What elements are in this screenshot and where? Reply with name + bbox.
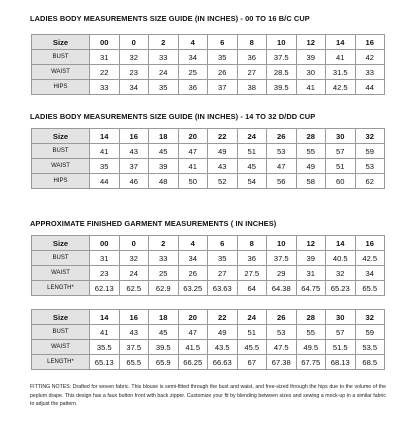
size-label: Size bbox=[32, 129, 90, 144]
measurement-value: 66.25 bbox=[178, 355, 208, 370]
measurement-value: 32 bbox=[119, 251, 149, 266]
size-value: 10 bbox=[267, 35, 297, 50]
measurement-value: 51.5 bbox=[326, 340, 356, 355]
measurement-value: 25 bbox=[178, 65, 208, 80]
measurement-value: 39 bbox=[149, 159, 179, 174]
measurement-value: 38 bbox=[237, 80, 267, 95]
measurement-value: 47.5 bbox=[267, 340, 297, 355]
table-header-row bbox=[32, 35, 385, 50]
measurement-value: 41 bbox=[326, 50, 356, 65]
measurement-label: BUST bbox=[32, 144, 90, 159]
measurement-value: 33 bbox=[90, 80, 120, 95]
size-label: Size bbox=[32, 35, 90, 50]
measurement-value: 37.5 bbox=[267, 50, 297, 65]
size-value: 30 bbox=[326, 310, 356, 325]
measurement-value: 52 bbox=[208, 174, 238, 189]
measurement-value: 57 bbox=[326, 144, 356, 159]
table-header-row bbox=[32, 236, 385, 251]
measurement-value: 34 bbox=[119, 80, 149, 95]
measurement-value: 41 bbox=[90, 144, 120, 159]
table-row bbox=[32, 325, 385, 340]
measurement-value: 39.5 bbox=[267, 80, 297, 95]
measurement-label: WAIST bbox=[32, 65, 90, 80]
measurement-value: 59 bbox=[355, 325, 385, 340]
measurement-value: 36 bbox=[237, 251, 267, 266]
measurement-label: WAIST bbox=[32, 159, 90, 174]
size-value: 32 bbox=[355, 129, 385, 144]
measurement-value: 35 bbox=[208, 50, 238, 65]
measurement-label: LENGTH* bbox=[32, 355, 90, 370]
measurement-label: LENGTH* bbox=[32, 281, 90, 296]
measurement-value: 22 bbox=[90, 65, 120, 80]
measurement-value: 47 bbox=[178, 144, 208, 159]
size-value: 8 bbox=[237, 236, 267, 251]
size-value: 22 bbox=[208, 129, 238, 144]
measurement-label: HIPS bbox=[32, 80, 90, 95]
measurement-value: 64 bbox=[237, 281, 267, 296]
measurement-value: 67 bbox=[237, 355, 267, 370]
measurement-value: 33 bbox=[149, 50, 179, 65]
garment-table-2 bbox=[31, 309, 385, 370]
measurement-value: 31 bbox=[90, 50, 120, 65]
measurement-value: 62.9 bbox=[149, 281, 179, 296]
measurement-value: 67.38 bbox=[267, 355, 297, 370]
measurement-value: 45 bbox=[149, 325, 179, 340]
measurement-value: 34 bbox=[178, 50, 208, 65]
size-value: 16 bbox=[119, 129, 149, 144]
measurement-value: 65.13 bbox=[90, 355, 120, 370]
measurement-value: 46 bbox=[119, 174, 149, 189]
measurement-value: 51 bbox=[237, 325, 267, 340]
table-header-row bbox=[32, 129, 385, 144]
measurement-value: 49 bbox=[208, 325, 238, 340]
size-value: 12 bbox=[296, 35, 326, 50]
measurement-value: 63.63 bbox=[208, 281, 238, 296]
size-label: Size bbox=[32, 236, 90, 251]
measurement-value: 50 bbox=[178, 174, 208, 189]
measurement-value: 49.5 bbox=[296, 340, 326, 355]
measurement-value: 33 bbox=[149, 251, 179, 266]
measurement-value: 68.13 bbox=[326, 355, 356, 370]
table-row bbox=[32, 266, 385, 281]
size-value: 28 bbox=[296, 310, 326, 325]
section-title-3: APPROXIMATE FINISHED GARMENT MEASUREMENTS ( IN INCHES) bbox=[30, 219, 277, 228]
size-value: 16 bbox=[355, 236, 385, 251]
size-value: 22 bbox=[208, 310, 238, 325]
measurement-value: 49 bbox=[296, 159, 326, 174]
measurement-value: 31 bbox=[296, 266, 326, 281]
size-value: 14 bbox=[90, 129, 120, 144]
size-value: 0 bbox=[119, 236, 149, 251]
measurement-value: 26 bbox=[208, 65, 238, 80]
measurement-value: 37 bbox=[119, 159, 149, 174]
measurement-value: 59 bbox=[355, 144, 385, 159]
measurement-value: 43 bbox=[208, 159, 238, 174]
measurement-value: 53.5 bbox=[355, 340, 385, 355]
measurement-value: 53 bbox=[267, 144, 297, 159]
measurement-value: 35 bbox=[90, 159, 120, 174]
measurement-value: 47 bbox=[178, 325, 208, 340]
measurement-label: WAIST bbox=[32, 266, 90, 281]
measurement-value: 36 bbox=[237, 50, 267, 65]
fitting-notes: FITTING NOTES: Drafted for woven fabric. This blouse is semi-fitted through the bust and waist, and free-sized through the hips due to the volume of the peplum drape. This design has a faux button front with back zipper. Customize your fit by blending between sizes and sewing a mock-up in a similar fabric to adjust the pattern. bbox=[30, 384, 386, 408]
measurement-value: 39 bbox=[296, 50, 326, 65]
measurement-value: 64.75 bbox=[296, 281, 326, 296]
measurement-value: 37 bbox=[208, 80, 238, 95]
measurement-value: 55 bbox=[296, 144, 326, 159]
measurement-value: 62.5 bbox=[119, 281, 149, 296]
measurement-label: BUST bbox=[32, 325, 90, 340]
measurement-value: 37.5 bbox=[267, 251, 297, 266]
table-row bbox=[32, 281, 385, 296]
table-header-row bbox=[32, 310, 385, 325]
size-table-2 bbox=[31, 128, 385, 189]
measurement-value: 45 bbox=[149, 144, 179, 159]
measurement-value: 48 bbox=[149, 174, 179, 189]
measurement-value: 28.5 bbox=[267, 65, 297, 80]
measurement-value: 64.38 bbox=[267, 281, 297, 296]
measurement-value: 54 bbox=[237, 174, 267, 189]
table-row bbox=[32, 355, 385, 370]
measurement-value: 23 bbox=[119, 65, 149, 80]
measurement-value: 56 bbox=[267, 174, 297, 189]
size-value: 30 bbox=[326, 129, 356, 144]
measurement-value: 47 bbox=[267, 159, 297, 174]
measurement-label: BUST bbox=[32, 251, 90, 266]
measurement-value: 66.63 bbox=[208, 355, 238, 370]
measurement-label: BUST bbox=[32, 50, 90, 65]
size-value: 2 bbox=[149, 236, 179, 251]
measurement-value: 36 bbox=[178, 80, 208, 95]
measurement-value: 55 bbox=[296, 325, 326, 340]
measurement-value: 37.5 bbox=[119, 340, 149, 355]
garment-table-1 bbox=[31, 235, 385, 296]
size-value: 4 bbox=[178, 236, 208, 251]
measurement-value: 29 bbox=[267, 266, 297, 281]
size-value: 2 bbox=[149, 35, 179, 50]
table-row bbox=[32, 144, 385, 159]
size-value: 20 bbox=[178, 310, 208, 325]
measurement-value: 65.5 bbox=[355, 281, 385, 296]
measurement-value: 39 bbox=[296, 251, 326, 266]
measurement-value: 25 bbox=[149, 266, 179, 281]
measurement-value: 58 bbox=[296, 174, 326, 189]
size-value: 14 bbox=[90, 310, 120, 325]
size-value: 26 bbox=[267, 129, 297, 144]
size-value: 00 bbox=[90, 236, 120, 251]
measurement-value: 68.5 bbox=[355, 355, 385, 370]
measurement-value: 57 bbox=[326, 325, 356, 340]
table-row bbox=[32, 50, 385, 65]
measurement-value: 26 bbox=[178, 266, 208, 281]
measurement-value: 44 bbox=[355, 80, 385, 95]
measurement-value: 23 bbox=[90, 266, 120, 281]
measurement-value: 42 bbox=[355, 50, 385, 65]
measurement-value: 42.5 bbox=[355, 251, 385, 266]
measurement-value: 49 bbox=[208, 144, 238, 159]
size-value: 0 bbox=[119, 35, 149, 50]
size-value: 6 bbox=[208, 35, 238, 50]
measurement-label: HIPS bbox=[32, 174, 90, 189]
measurement-value: 31.5 bbox=[326, 65, 356, 80]
size-value: 18 bbox=[149, 129, 179, 144]
measurement-value: 32 bbox=[326, 266, 356, 281]
measurement-value: 43.5 bbox=[208, 340, 238, 355]
measurement-value: 51 bbox=[237, 144, 267, 159]
measurement-label: WAIST bbox=[32, 340, 90, 355]
measurement-value: 40.5 bbox=[326, 251, 356, 266]
measurement-value: 39.5 bbox=[149, 340, 179, 355]
measurement-value: 65.5 bbox=[119, 355, 149, 370]
measurement-value: 32 bbox=[119, 50, 149, 65]
table-row bbox=[32, 174, 385, 189]
measurement-value: 51 bbox=[326, 159, 356, 174]
size-label: Size bbox=[32, 310, 90, 325]
measurement-value: 27 bbox=[237, 65, 267, 80]
size-value: 8 bbox=[237, 35, 267, 50]
measurement-value: 41 bbox=[296, 80, 326, 95]
measurement-value: 41 bbox=[90, 325, 120, 340]
measurement-value: 44 bbox=[90, 174, 120, 189]
size-value: 14 bbox=[326, 35, 356, 50]
measurement-value: 45.5 bbox=[237, 340, 267, 355]
measurement-value: 41.5 bbox=[178, 340, 208, 355]
measurement-value: 62 bbox=[355, 174, 385, 189]
size-value: 10 bbox=[267, 236, 297, 251]
measurement-value: 42.5 bbox=[326, 80, 356, 95]
size-value: 4 bbox=[178, 35, 208, 50]
measurement-value: 53 bbox=[267, 325, 297, 340]
size-value: 6 bbox=[208, 236, 238, 251]
measurement-value: 63.25 bbox=[178, 281, 208, 296]
table-row bbox=[32, 65, 385, 80]
size-value: 18 bbox=[149, 310, 179, 325]
size-value: 14 bbox=[326, 236, 356, 251]
measurement-value: 45 bbox=[237, 159, 267, 174]
size-value: 24 bbox=[237, 129, 267, 144]
measurement-value: 31 bbox=[90, 251, 120, 266]
measurement-value: 27 bbox=[208, 266, 238, 281]
measurement-value: 35 bbox=[208, 251, 238, 266]
size-value: 12 bbox=[296, 236, 326, 251]
measurement-value: 62.13 bbox=[90, 281, 120, 296]
size-value: 00 bbox=[90, 35, 120, 50]
measurement-value: 53 bbox=[355, 159, 385, 174]
size-value: 24 bbox=[237, 310, 267, 325]
measurement-value: 65.9 bbox=[149, 355, 179, 370]
table-row bbox=[32, 80, 385, 95]
size-value: 16 bbox=[355, 35, 385, 50]
table-row bbox=[32, 340, 385, 355]
measurement-value: 33 bbox=[355, 65, 385, 80]
measurement-value: 65.23 bbox=[326, 281, 356, 296]
size-value: 32 bbox=[355, 310, 385, 325]
measurement-value: 43 bbox=[119, 325, 149, 340]
measurement-value: 34 bbox=[178, 251, 208, 266]
measurement-value: 24 bbox=[149, 65, 179, 80]
measurement-value: 30 bbox=[296, 65, 326, 80]
measurement-value: 35 bbox=[149, 80, 179, 95]
size-value: 28 bbox=[296, 129, 326, 144]
section-title-2: LADIES BODY MEASUREMENTS SIZE GUIDE (IN INCHES) - 14 TO 32 D/DD CUP bbox=[30, 112, 316, 121]
measurement-value: 43 bbox=[119, 144, 149, 159]
measurement-value: 34 bbox=[355, 266, 385, 281]
measurement-value: 41 bbox=[178, 159, 208, 174]
measurement-value: 27.5 bbox=[237, 266, 267, 281]
table-row bbox=[32, 251, 385, 266]
size-table-1 bbox=[31, 34, 385, 95]
section-title-1: LADIES BODY MEASUREMENTS SIZE GUIDE (IN INCHES) - 00 TO 16 B/C CUP bbox=[30, 14, 310, 23]
measurement-value: 24 bbox=[119, 266, 149, 281]
size-value: 16 bbox=[119, 310, 149, 325]
measurement-value: 67.75 bbox=[296, 355, 326, 370]
measurement-value: 60 bbox=[326, 174, 356, 189]
measurement-value: 35.5 bbox=[90, 340, 120, 355]
size-value: 26 bbox=[267, 310, 297, 325]
table-row bbox=[32, 159, 385, 174]
size-value: 20 bbox=[178, 129, 208, 144]
